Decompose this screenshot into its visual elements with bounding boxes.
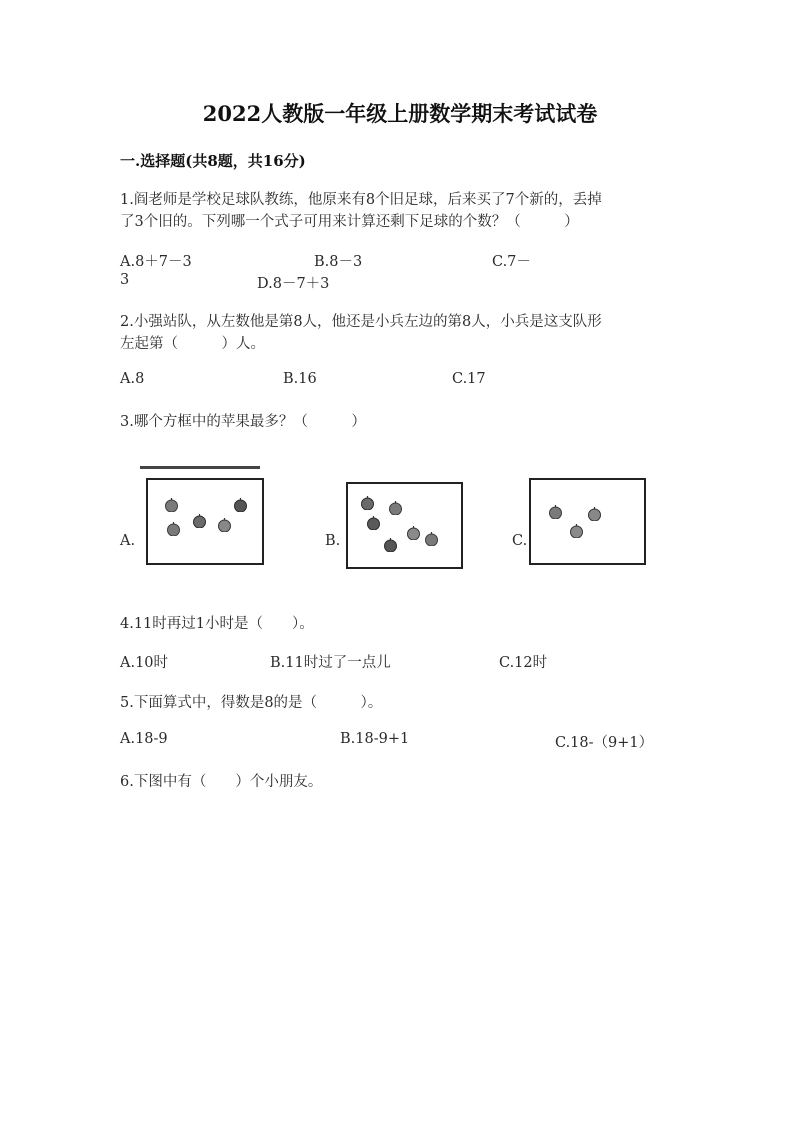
- question-4-option-a: A.10时: [120, 655, 169, 671]
- question-3-line-1: 3.哪个方框中的苹果最多？（ ）: [120, 414, 366, 430]
- apple-icon: [166, 522, 181, 536]
- apple-icon: [217, 518, 232, 532]
- apple-icon: [424, 532, 439, 546]
- scan-edge: [140, 466, 260, 469]
- question-3-option-a: A.: [120, 533, 136, 549]
- apple-icon: [233, 498, 248, 512]
- apple-box-b: [346, 482, 463, 569]
- apple-icon: [406, 526, 421, 540]
- question-5-option-c: C.18-（9+1）: [555, 735, 654, 751]
- question-5-option-a: A.18-9: [120, 731, 168, 747]
- apple-icon: [360, 496, 375, 510]
- apple-icon: [388, 501, 403, 515]
- question-4-line-1: 4.11时再过1小时是（ ）。: [120, 616, 314, 632]
- apple-icon: [383, 538, 398, 552]
- apple-icon: [569, 524, 584, 538]
- apple-icon: [164, 498, 179, 512]
- question-2-option-b: B.16: [283, 371, 317, 387]
- question-5-option-b: B.18-9+1: [340, 731, 410, 747]
- question-1-option-a: A.8＋7－3: [120, 254, 192, 270]
- apple-icon: [548, 505, 563, 519]
- question-1-option-d: D.8－7＋3: [257, 276, 330, 292]
- question-2-line-2: 左起第（ ）人。: [120, 336, 265, 352]
- question-6-line-1: 6.下图中有（ ）个小朋友。: [120, 774, 323, 790]
- apple-box-a: [146, 478, 264, 565]
- question-1-line-1: 1.阎老师是学校足球队教练，他原来有8个旧足球，后来买了7个新的，丢掉: [120, 192, 602, 208]
- question-1-option-c-cont: 3: [120, 272, 130, 288]
- question-3-option-b: B.: [325, 533, 341, 549]
- question-2-option-c: C.17: [452, 371, 486, 387]
- question-5-line-1: 5.下面算式中，得数是8的是（ ）。: [120, 695, 383, 711]
- question-1-line-2: 了3个旧的。下列哪一个式子可用来计算还剩下足球的个数？（ ）: [120, 214, 579, 230]
- apple-icon: [587, 507, 602, 521]
- question-2-option-a: A.8: [120, 371, 145, 387]
- page-title: 2022人教版一年级上册数学期末考试试卷: [202, 101, 598, 126]
- question-1-option-c: C.7－: [492, 254, 531, 270]
- apple-box-c: [529, 478, 646, 565]
- question-4-option-b: B.11时过了一点儿: [270, 655, 391, 671]
- question-3-option-c: C.: [512, 533, 528, 549]
- question-2-line-1: 2.小强站队，从左数他是第8人，他还是小兵左边的第8人，小兵是这支队形: [120, 314, 602, 330]
- section-header: 一.选择题(共8题，共16分): [120, 152, 306, 170]
- apple-icon: [192, 514, 207, 528]
- question-4-option-c: C.12时: [499, 655, 548, 671]
- question-1-option-b: B.8－3: [314, 254, 363, 270]
- apple-icon: [366, 516, 381, 530]
